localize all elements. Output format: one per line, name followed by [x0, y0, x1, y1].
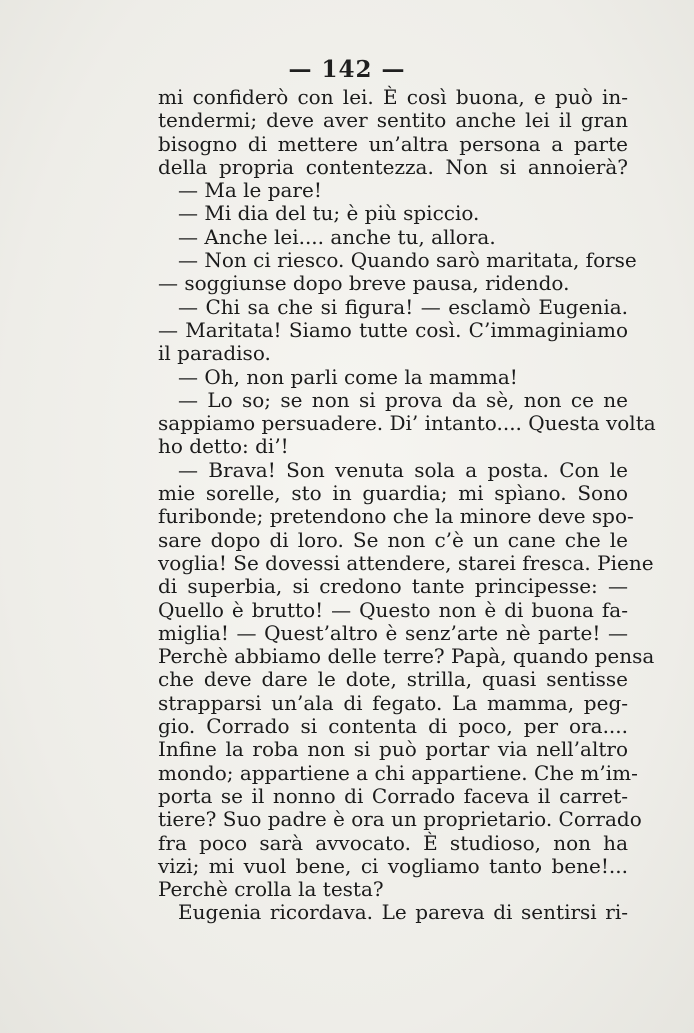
text-line: — Mi dia del tu; è più spiccio.	[178, 201, 480, 226]
text-line: sare dopo di loro. Se non c’è un cane che le	[158, 527, 628, 552]
text-line: Quello è brutto! — Questo non è di buona fa-	[158, 597, 628, 622]
text-line: mi confiderò con lei. È così buona, e può in-	[158, 85, 628, 109]
text-line: — Ma le pare!	[178, 178, 322, 203]
page-number: — 142 —	[288, 56, 406, 83]
text-line: il paradiso.	[158, 341, 271, 366]
text-line: che deve dare le dote, strilla, quasi sentisse	[158, 667, 628, 692]
text-line: Perchè abbiamo delle terre? Papà, quando pensa	[158, 644, 655, 669]
text-line: Eugenia ricordava. Le pareva di sentirsi ri-	[178, 900, 628, 925]
text-line: — Oh, non parli come la mamma!	[178, 364, 518, 389]
text-line: — soggiunse dopo breve pausa, ridendo.	[158, 271, 570, 296]
text-line: tendermi; deve aver sentito anche lei il gran	[158, 108, 628, 133]
text-line: tiere? Suo padre è ora un proprietario. Corrado	[158, 807, 642, 832]
text-line: porta se il nonno di Corrado faceva il carret-	[158, 783, 628, 808]
text-line: fra poco sarà avvocato. È studioso, non ha	[158, 830, 628, 855]
text-line: — Non ci riesco. Quando sarò maritata, forse	[178, 248, 637, 273]
body-text	[158, 85, 656, 925]
text-line: voglia! Se dovessi attendere, starei fresca. Piene	[158, 550, 654, 575]
text-line: mie sorelle, sto in guardia; mi spìano. Sono	[158, 481, 628, 506]
text-line: Infine la roba non si può portar via nell’altro	[158, 737, 628, 762]
text-line: sappiamo persuadere. Di’ intanto.... Questa volta	[158, 411, 656, 436]
text-line: Perchè crolla la testa?	[158, 877, 384, 902]
text-line: di superbia, si credono tante principesse: —	[158, 574, 628, 599]
text-line: mondo; appartiene a chi appartiene. Che m’im-	[158, 760, 638, 785]
text-line: — Anche lei.... anche tu, allora.	[178, 224, 496, 249]
text-line: furibonde; pretendono che la minore deve spo-	[158, 504, 634, 529]
text-line: — Brava! Son venuta sola a posta. Con le	[178, 457, 628, 482]
text-line: vizi; mi vuol bene, ci vogliamo tanto bene!...	[158, 853, 628, 878]
text-line: ho detto: di’!	[158, 434, 289, 459]
text-line: miglia! — Quest’altro è senz’arte nè parte! —	[158, 620, 628, 645]
text-line: bisogno di mettere un’altra persona a parte	[158, 131, 628, 156]
text-line: — Chi sa che si figura! — esclamò Eugenia.	[178, 294, 628, 319]
text-line: — Lo so; se non si prova da sè, non ce ne	[178, 387, 628, 412]
text-line: — Maritata! Siamo tutte così. C’immaginiamo	[158, 317, 628, 342]
text-line: strapparsi un’ala di fegato. La mamma, peg-	[158, 690, 628, 715]
text-line: gio. Corrado si contenta di poco, per ora....	[158, 714, 628, 739]
text-line: della propria contentezza. Non si annoierà?	[158, 154, 628, 179]
